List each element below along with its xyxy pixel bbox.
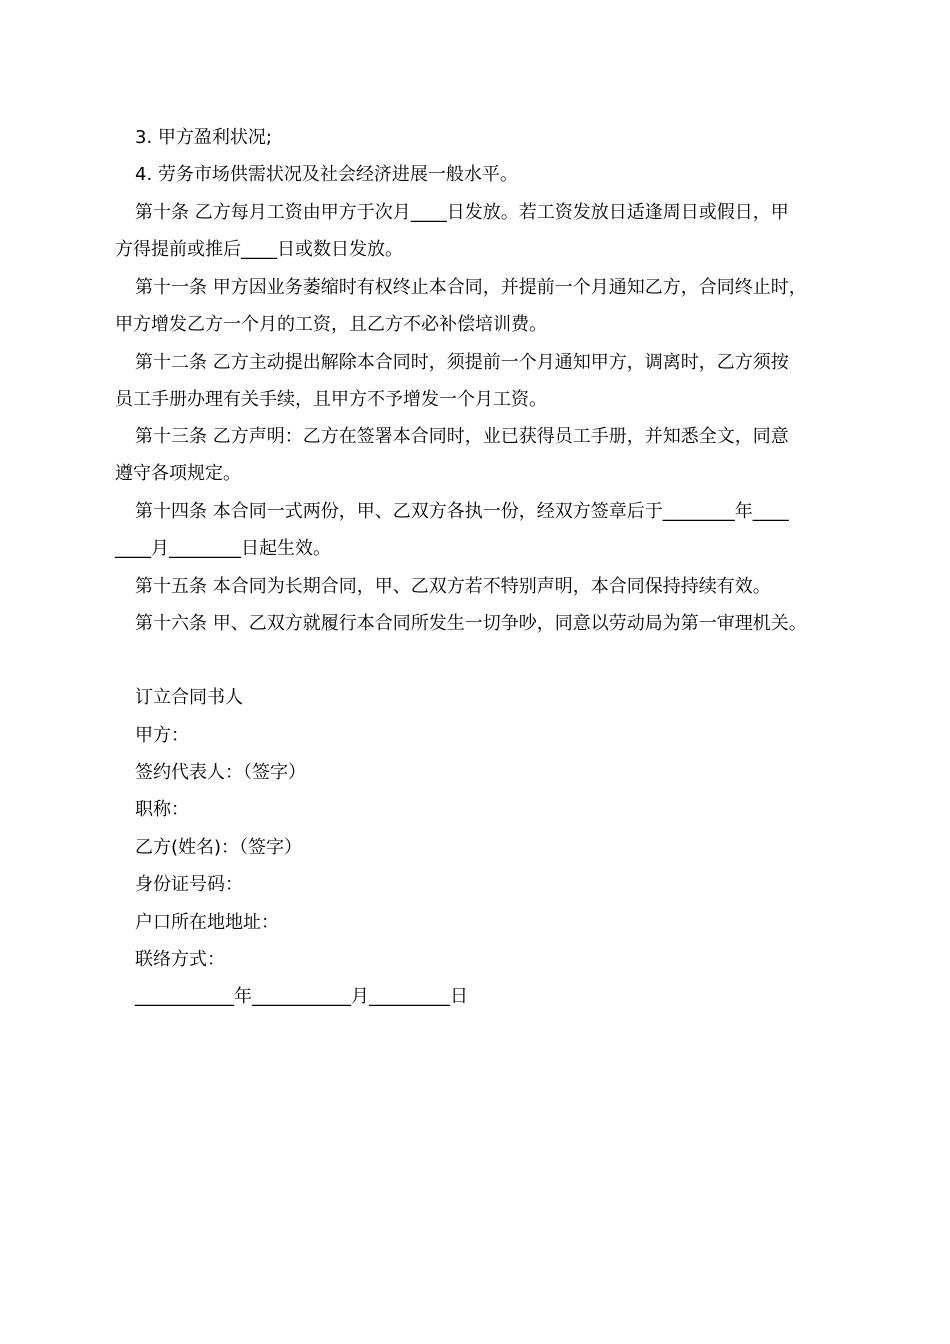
contact-label: 联络方式： (135, 949, 225, 970)
party-b-label: 乙方(姓名)：（签字） (135, 837, 303, 858)
clause-14-line-2: ____月________日起生效。 (115, 538, 331, 559)
clause-13-line-2: 遵守各项规定。 (115, 463, 241, 484)
clause-16: 第十六条 甲、乙双方就履行本合同所发生一切争吵，同意以劳动局为第一审理机关。 (135, 613, 807, 634)
title-label: 职称： (135, 799, 189, 820)
address-label: 户口所在地地址： (135, 912, 279, 933)
clause-11-line-2: 甲方增发乙方一个月的工资，且乙方不必补偿培训费。 (115, 314, 547, 335)
clause-12-line-1: 第十二条 乙方主动提出解除本合同时，须提前一个月通知甲方，调离时，乙方须按 (135, 352, 789, 373)
signature-date: ___________年___________月_________日 (135, 986, 468, 1007)
clause-15: 第十五条 本合同为长期合同，甲、乙双方若不特别声明，本合同保持持续有效。 (135, 576, 771, 597)
clause-11-line-1: 第十一条 甲方因业务萎缩时有权终止本合同，并提前一个月通知乙方，合同终止时， (135, 277, 807, 298)
clause-10-line-1: 第十条 乙方每月工资由甲方于次月____日发放。若工资发放日适逢周日或假日，甲 (135, 202, 789, 223)
id-number-label: 身份证号码： (135, 874, 243, 895)
representative-label: 签约代表人：（签字） (135, 762, 306, 783)
party-a-label: 甲方： (135, 725, 189, 746)
clause-item-3: 3. 甲方盈利状况; (135, 127, 272, 148)
clause-13-line-1: 第十三条 乙方声明：乙方在签署本合同时，业已获得员工手册，并知悉全文，同意 (135, 426, 789, 447)
clause-12-line-2: 员工手册办理有关手续，且甲方不予增发一个月工资。 (115, 389, 547, 410)
clause-14-line-1: 第十四条 本合同一式两份，甲、乙双方各执一份，经双方签章后于________年____ (135, 501, 789, 522)
clause-item-4: 4. 劳务市场供需状况及社会经济进展一般水平。 (135, 164, 518, 185)
signature-heading: 订立合同书人 (135, 687, 243, 708)
clause-10-line-2: 方得提前或推后____日或数日发放。 (115, 239, 403, 260)
